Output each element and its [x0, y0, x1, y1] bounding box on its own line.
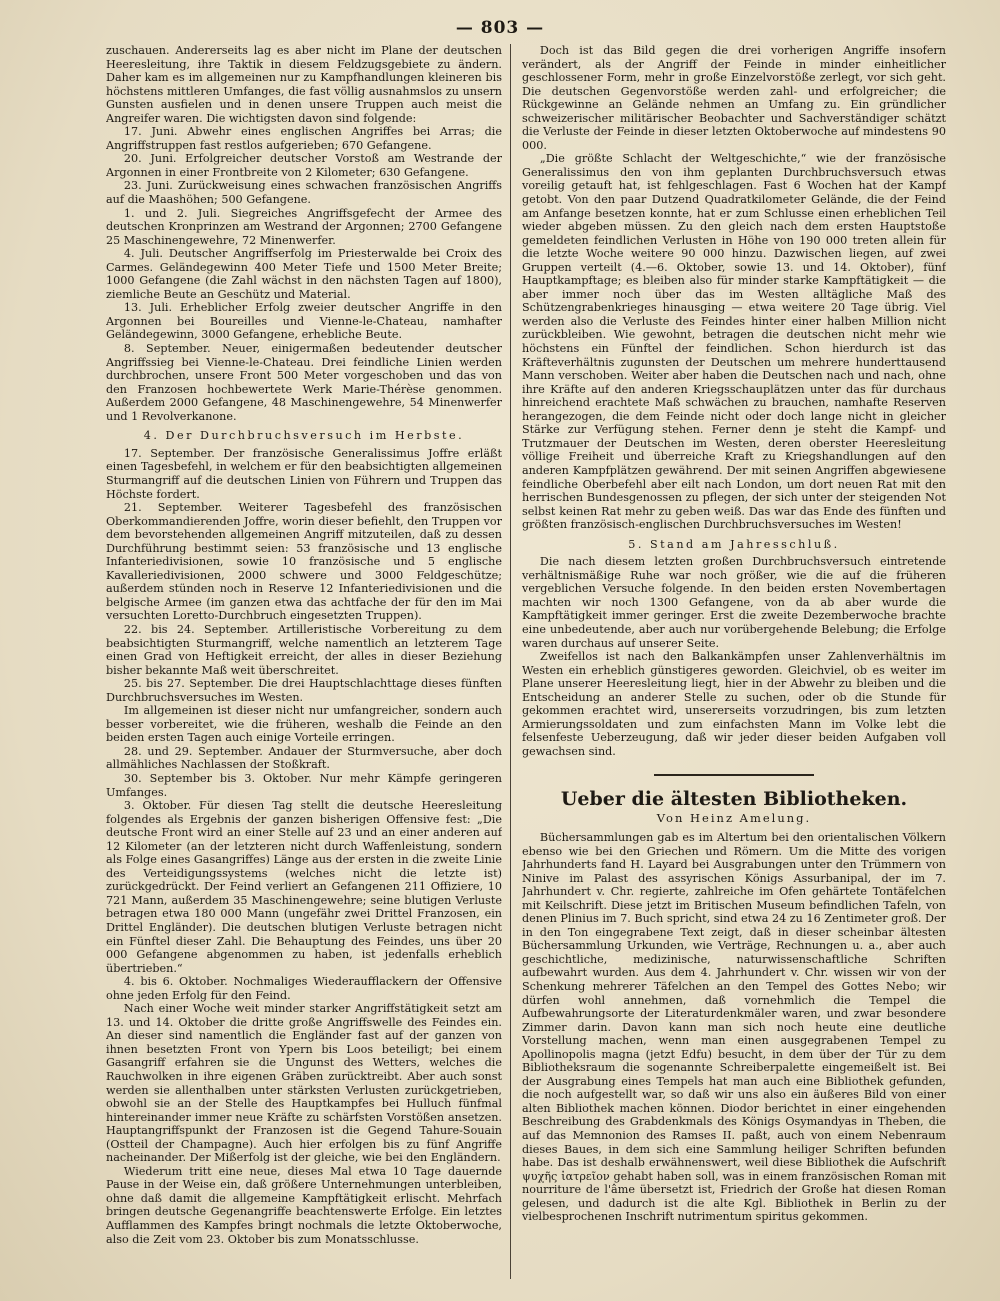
- paragraph: 3. Oktober. Für diesen Tag stellt die deutsche Heeresleitung folgendes als Ergebnis der ganzen bisherigen Offensive fest: „Die deutsche Front wird an einer Stelle auf 23 und an einer anderen auf 12 Kilometer (an der letzteren nicht durch Waffenleistung, sondern als Folge eines Gasangriffes) Länge aus der ersten in die zweite Linie des Verteidigungssystems (welches nicht die letzte ist) zurückgedrückt. Der Feind verliert an Gefangenen 211 Offiziere, 10 721 Mann, außerdem 35 Maschinengewehre; seine blutigen Verluste betragen etwa 180 000 Mann (ungefähr zwei Drittel Franzosen, ein Drittel Engländer). Die deutschen blutigen Verluste betragen nicht ein Fünftel dieser Zahl. Die Behauptung des Feindes, uns über 20 000 Gefangene abgenommen zu haben, ist jedenfalls erheblich übertrieben.“: [106, 799, 502, 975]
- page-number: — 803 —: [455, 18, 545, 38]
- paragraph: 13. Juli. Erheblicher Erfolg zweier deutscher Angriffe in den Argonnen bei Boureilles und Vienne-le-Chateau, namhafter Geländegewinn, 3000 Gefangene, erhebliche Beute.: [106, 301, 502, 342]
- paragraph: zuschauen. Andererseits lag es aber nicht im Plane der deutschen Heeresleitung, ihre Taktik in diesem Feldzugsgebiete zu ändern. Daher kam es im allgemeinen nur zu Kampfhandlungen kleineren bis höchstens mittleren Umfanges, die fast völlig ausnahmslos zu unsern Gunsten ausfielen und in denen unsere Truppen auch meist die Angreifer waren. Die wichtigsten davon sind folgende:: [106, 44, 502, 125]
- paragraph: 23. Juni. Zurückweisung eines schwachen französischen Angriffs auf die Maashöhen; 500 Gefangene.: [106, 179, 502, 207]
- paragraph: 21. September. Weiterer Tagesbefehl des französischen Oberkommandierenden Joffre, worin dieser befiehlt, den Truppen vor dem bevorstehenden allgemeinen Angriff mitzuteilen, daß zu dessen Durchführung bestimmt seien: 53 französische und 13 englische Infanteriedivisionen, sowie 10 französische und 5 englische Kavalleriedivisionen, 2000 schwere und 3000 Feldgeschütze; außerdem stünden noch in Reserve 12 Infanteriedivisionen und die belgische Armee (im ganzen etwa das achtfache der für den im Mai versuchten Loretto-Durchbruch eingesetzten Truppen).: [106, 501, 502, 623]
- column-divider: [510, 44, 511, 1279]
- paragraph: Doch ist das Bild gegen die drei vorherigen Angriffe insofern verändert, als der Angriff der Feinde in minder einheitlicher geschlossener Form, mehr in große Einzelvorstöße zerlegt, vor sich geht. Die deutschen Gegenvorstöße werden zahl- und erfolgreicher; die Rückgewinne an Gelände nehmen an Umfang zu. Ein gründlicher schweizerischer militärischer Beobachter und Sachverständiger schätzt die Verluste der Feinde in dieser letzten Oktoberwoche auf mindestens 90 000.: [522, 44, 946, 152]
- paragraph: Im allgemeinen ist dieser nicht nur umfangreicher, sondern auch besser vorbereitet, wie die früheren, weshalb die Feinde an den beiden ersten Tagen auch einige Vorteile erringen.: [106, 704, 502, 745]
- paragraph: 4. Juli. Deutscher Angriffserfolg im Priesterwalde bei Croix des Carmes. Geländegewinn 400 Meter Tiefe und 1500 Meter Breite; 1000 Gefangene (die Zahl wächst in den nächsten Tagen auf 1800), ziemliche Beute an Geschütz und Material.: [106, 247, 502, 301]
- article-title: Ueber die ältesten Bibliotheken.: [560, 788, 908, 811]
- article-separator: [654, 774, 814, 776]
- paragraph: Nach einer Woche weit minder starker Angriffstätigkeit setzt am 13. und 14. Oktober die dritte große Angriffswelle des Feindes ein. An dieser sind namentlich die Engländer fast auf der ganzen von ihnen besetzten Front von Ypern bis Loos beteiligt; bei einem Gasangriff erfahren sie die Ungunst des Wetters, welches die Rauchwolken in ihre eigenen Gräben zurücktreibt. Aber auch sonst werden sie allenthalben unter stärksten Verlusten zurückgetrieben, obwohl sie an der Stelle des Hauptkampfes bei Hulluch fünfmal hintereinander immer neue Kräfte zu schärfsten Vorstößen ansetzen. Hauptangriffspunkt der Franzosen ist die Gegend Tahure-Souain (Ostteil der Champagne). Auch hier erfolgen bis zu fünf Angriffe nacheinander. Der Mißerfolg ist der gleiche, wie bei den Engländern.: [106, 1002, 502, 1165]
- paragraph: 4. bis 6. Oktober. Nochmaliges Wiederaufflackern der Offensive ohne jeden Erfolg für den Feind.: [106, 975, 502, 1002]
- paragraph: Wiederum tritt eine neue, dieses Mal etwa 10 Tage dauernde Pause in der Weise ein, daß größere Unternehmungen unterbleiben, ohne daß damit die allgemeine Kampftätigkeit erlischt. Mehrfach bringen deutsche Gegenangriffe beachtenswerte Erfolge. Ein letztes Aufflammen des Kampfes bringt nochmals die letzte Oktoberwoche, also die Zeit vom 23. Oktober bis zum Monatsschlusse.: [106, 1164, 502, 1246]
- paragraph: 30. September bis 3. Oktober. Nur mehr Kämpfe geringeren Umfanges.: [106, 771, 502, 799]
- paragraph: 1. und 2. Juli. Siegreiches Angriffsgefecht der Armee des deutschen Kronprinzen am Westrand der Argonnen; 2700 Gefangene 25 Maschinengewehre, 72 Minenwerfer.: [106, 206, 502, 247]
- section-heading: 5. Stand am Jahresschluß.: [628, 537, 840, 551]
- section-heading: 4. Der Durchbruchsversuch im Herbste.: [143, 429, 465, 443]
- paragraph: 8. September. Neuer, einigermaßen bedeutender deutscher Angriffssieg bei Vienne-le-Chateau. Drei feindliche Linien werden durchbrochen, unsere Front 500 Meter vorgeschoben und das von den Franzosen hochbewertete Werk Marie-Thérèse genommen. Außerdem 2000 Gefangene, 48 Maschinengewehre, 54 Minenwerfer und 1 Revolverkanone.: [106, 342, 502, 423]
- paragraph: 20. Juni. Erfolgreicher deutscher Vorstoß am Westrande der Argonnen in einer Frontbreite von 2 Kilometer; 630 Gefangene.: [106, 152, 502, 179]
- article-byline: Von Heinz Amelung.: [656, 811, 812, 826]
- paragraph: 17. September. Der französische Generalissimus Joffre erläßt einen Tagesbefehl, in welchem er für den beabsichtigten allgemeinen Sturmangriff auf die deutschen Linien von Führern und Truppen das Höchste fordert.: [106, 446, 502, 501]
- paragraph: „Die größte Schlacht der Weltgeschichte,“ wie der französische Generalissimus den von ihm geplanten Durchbruchsversuch etwas voreilig getauft hat, ist fehlgeschlagen. Fast 6 Wochen hat der Kampf getobt. Von den paar Dutzend Quadratkilometer Gelände, die der Feind am Anfange besetzen konnte, hat er zum Schlusse einen erheblichen Teil wieder abgeben müssen. Zu den gleich nach dem ersten Hauptstoße gemeldeten feindlichen Verlusten in Höhe von 190 000 treten allein für die letzte Woche weitere 90 000 hinzu. Dazwischen liegen, auf zwei Gruppen verteilt (4.—6. Oktober, sowie 13. und 14. Oktober), fünf Hauptkampftage; es bleiben also für minder starke Kampftätigkeit — die aber immer noch über das im Westen alltägliche Maß des Schützengrabenkrieges hinausging — etwa weitere 20 Tage übrig. Viel werden also die Verluste des Feindes hinter einer halben Million nicht zurückbleiben. Wie gewohnt, betragen die deutschen nicht mehr wie höchstens ein Fünftel der feindlichen. Schon hierdurch ist das Kräfteverhältnis zugunsten der Deutschen um mehrere hunderttausend Mann verschoben. Weiter aber haben die Deutschen nach und nach, ohne ihre Kräfte auf den anderen Kriegsschauplätzen unter das für durchaus hinreichend erachtete Maß schwächen zu brauchen, namhafte Reserven herangezogen, die dem Feinde nicht oder doch lange nicht in gleicher Stärke zur Verfügung stehen. Ferner denn je steht die Kampf- und Trutzmauer der Deutschen im Westen, deren oberster Heeresleitung völlige Freiheit und überreiche Kraft zu Kriegshandlungen auf den anderen Kampfplätzen gewährend. Der mit seinen Angriffen abgewiesene feindliche Oberbefehl aber eilt nach London, um dort neuen Rat mit den herrischen Bundesgenossen zu pflegen, der sich unter der steigenden Not selbst keinen Rat mehr zu geben weiß. Das war das Ende des fünften und größten französisch-englischen Durchbruchsversuches im Westen!: [522, 152, 946, 532]
- paragraph: 25. bis 27. September. Die drei Hauptschlachttage dieses fünften Durchbruchsversuches im Westen.: [106, 677, 502, 704]
- paragraph: Die nach diesem letzten großen Durchbruchsversuch eintretende verhältnismäßige Ruhe war noch größer, wie die auf die früheren vergeblichen Versuche folgende. In den beiden ersten Novembertagen machten wir noch 1300 Gefangene, von da ab aber wurde die Kampftätigkeit immer geringer. Erst die zweite Dezemberwoche brachte eine unbedeutende, aber auch nur vorübergehende Belebung; die Erfolge waren durchaus auf unserer Seite.: [522, 555, 946, 650]
- left-column: [106, 44, 502, 1284]
- right-column: [522, 44, 946, 1279]
- paragraph: 17. Juni. Abwehr eines englischen Angriffes bei Arras; die Angriffstruppen fast restlos aufgerieben; 670 Gefangene.: [106, 125, 502, 152]
- paragraph: Büchersammlungen gab es im Altertum bei den orientalischen Völkern ebenso wie bei den Griechen und Römern. Um die Mitte des vorigen Jahrhunderts fand H. Layard bei Ausgrabungen unter den Trümmern von Ninive im Palast des assyrischen Königs Assurbanipal, der im 7. Jahrhundert v. Chr. regierte, zahlreiche im Ofen gehärtete Tontäfelchen mit Keilschrift. Diese jetzt im Britischen Museum befindlichen Tafeln, von denen Plinius im 7. Buch spricht, sind etwa 24 zu 16 Zentimeter groß. Der in den Ton eingegrabene Text zeigt, daß in dieser scheinbar ältesten Büchersammlung Urkunden, wie Verträge, Rechnungen u. a., aber auch geschichtliche, medizinische, naturwissenschaftliche Schriften aufbewahrt wurden. Aus dem 4. Jahrhundert v. Chr. wissen wir von der Schenkung mehrerer Täfelchen an den Tempel des Gottes Nebo; wir dürfen wohl annehmen, daß vornehmlich die Tempel die Aufbewahrungsorte der Literaturdenkmäler waren, und zwar besondere Zimmer darin. Davon kann man sich noch heute eine deutliche Vorstellung machen, wenn man einen ausgegrabenen Tempel zu Apollinopolis magna (jetzt Edfu) besucht, in dem über der Tür zu dem Bibliotheksraum die sogenannte Schreiberpalette eingemeißelt ist. Bei der Ausgrabung eines Tempels hat man auch eine Bibliothek gefunden, die noch aufgestellt war, so daß wir uns also ein äußeres Bild von einer alten Bibliothek machen können. Diodor berichtet in einer eingehenden Beschreibung des Grabdenkmals des Königs Osymandyas in Theben, die auf das Memnonion des Ramses II. paßt, auch von einem Nebenraum dieses Baues, in dem sich eine Sammlung heiliger Schriften befunden habe. Das ist deshalb erwähnenswert, weil diese Bibliothek die Aufschrift ψυχῆς ἰατρεῖον gehabt haben soll, was in einem französischen Roman mit nourriture de l'âme übersetzt ist, Friedrich der Große hat diesen Roman gelesen, und dadurch ist die alte Kgl. Bibliothek in Berlin zu der vielbesprochenen Inschrift nutrimentum spiritus gekommen.: [522, 830, 946, 1224]
- paragraph: 22. bis 24. September. Artilleristische Vorbereitung zu dem beabsichtigten Sturmangriff, welche namentlich an letzterem Tage einen Grad von Heftigkeit erreicht, der alles in dieser Beziehung bisher bekannte Maß weit überschreitet.: [106, 622, 502, 677]
- paragraph: Zweifellos ist nach den Balkankämpfen unser Zahlenverhältnis im Westen ein erheblich günstigeres geworden. Gleichviel, ob es weiter im Plane unserer Heeresleitung liegt, hier in der Abwehr zu bleiben und die Entscheidung an anderer Stelle zu suchen, oder ob die Stunde für gekommen erachtet wird, unsererseits vorzudringen, bis zum letzten Armierungssoldaten und zum einfachsten Mann im Volke lebt die felsenfeste Ueberzeugung, daß wir jeder dieser beiden Aufgaben voll gewachsen sind.: [522, 650, 946, 758]
- paragraph: 28. und 29. September. Andauer der Sturmversuche, aber doch allmähliches Nachlassen der Stoßkraft.: [106, 744, 502, 772]
